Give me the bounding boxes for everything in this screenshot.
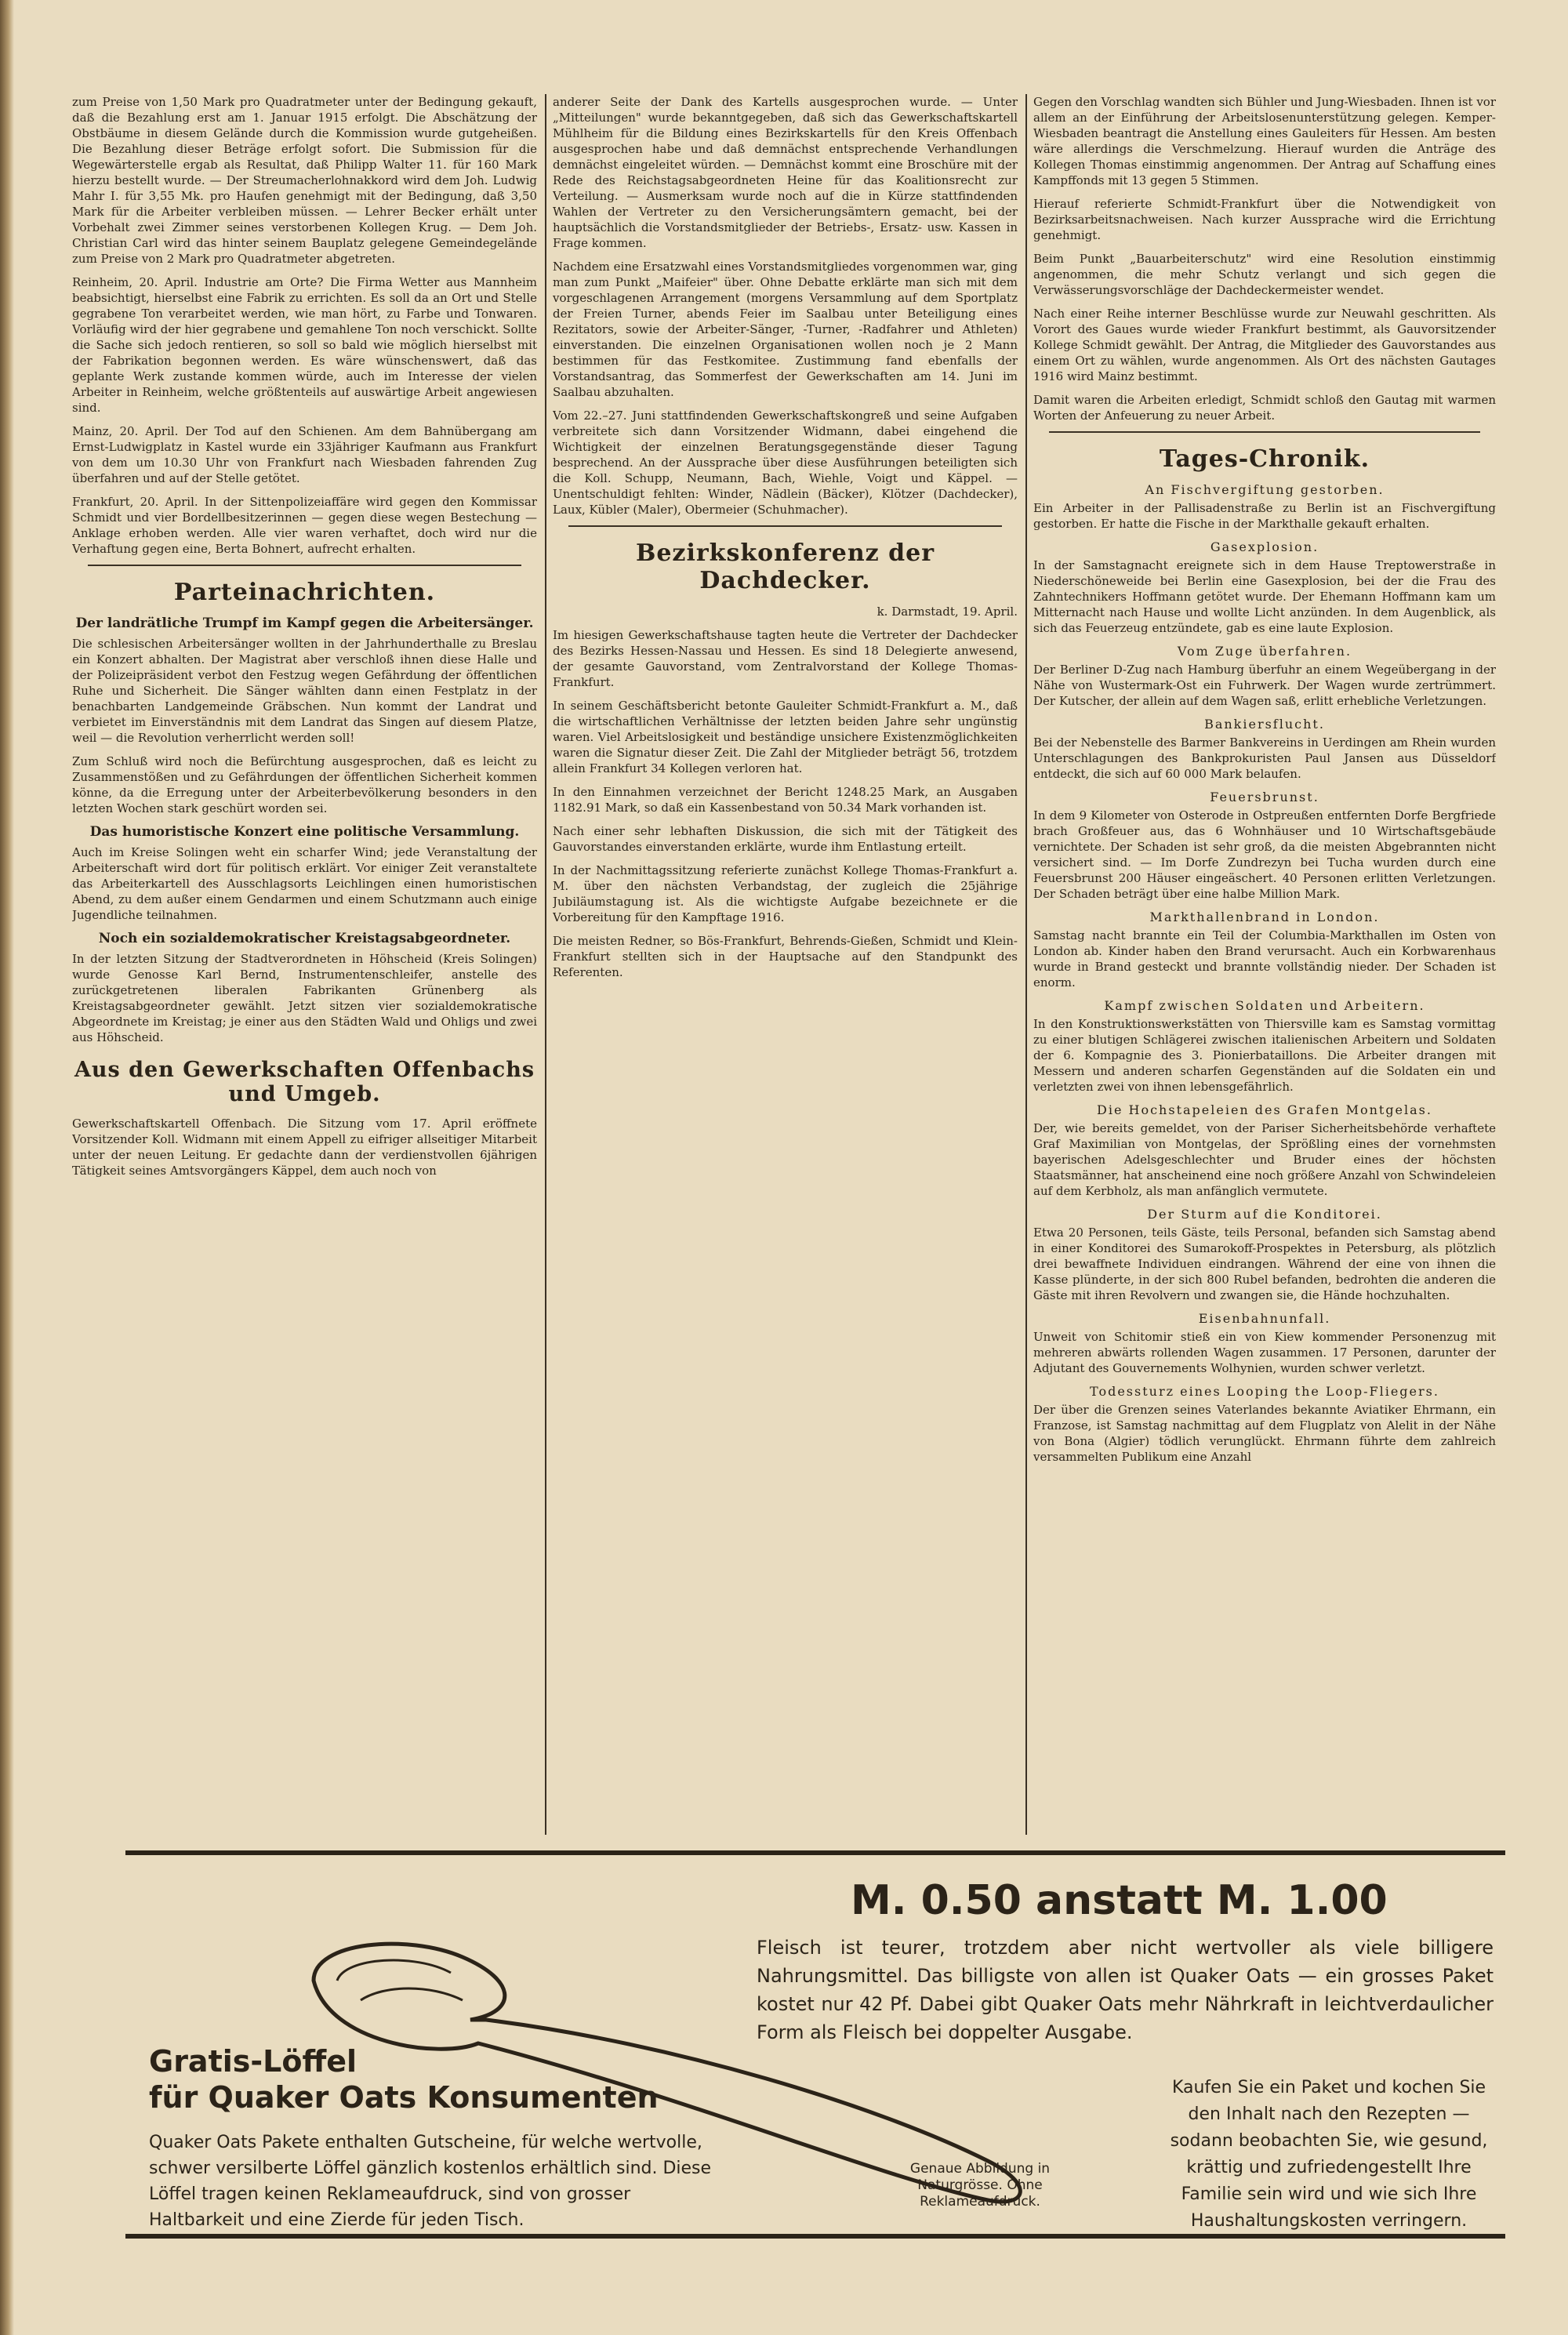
news-item-title: Bankiersflucht. (1204, 717, 1325, 732)
divider (1049, 431, 1480, 433)
divider (88, 565, 521, 566)
column-2 (553, 94, 1018, 1835)
article-text: Hierauf referierte Schmidt-Frankfurt über die Notwendigkeit von Bezirksarbeitsnachweisen. Nach kurzer Aussprache wird die Errichtung genehmigt. (1033, 197, 1496, 242)
article-text: Die meisten Redner, so Bös-Frankfurt, Behrends-Gießen, Schmidt und Klein-Frankfurt stellten sich in der Hauptsache auf den Standpunkt des Referenten. (553, 934, 1018, 979)
page-binding-edge (0, 0, 14, 2335)
article-text: Auch im Kreise Solingen weht ein scharfer Wind; jede Veranstaltung der Arbeiterschaft wird dort für politisch erklärt. Vor einiger Zeit veranstaltete das Arbeiterkartell des Ausschlagsorts Leichlingen einen humoristischen Abend, zu dem außer einem Gendarmen und einem Schutzmann auch einige Jugendliche teilnahmen. (72, 845, 537, 922)
ad-price-headline: M. 0.50 anstatt M. 1.00 (851, 1877, 1388, 1924)
article-text: zum Preise von 1,50 Mark pro Quadratmeter unter der Bedingung gekauft, daß die Bezahlung erst am 1. Januar 1915 erfolgt. Die Abschätzung der Obstbäume in diesem Gelände durch die Kommission wurde gutgeheißen. Die Bezahlung dieser Beträge erfolgt sofort. Die Submission für die Wegewärterstelle ergab als Resultat, daß Philipp Walter 11. für 160 Mark hierzu bestellt wurde. — Der Streumacherlohnakkord wird dem Joh. Ludwig Mahr I. für 3,55 Mk. pro Haufen genehmigt mit der Bedingung, daß 3,50 Mark für die Arbeiter verbleiben müssen. — Lehrer Becker erhält unter Vorbehalt zwei Zimmer seines verstorbenen Kollegen Krug. — Dem Joh. Christian Carl wird das hinter seinem Bauplatz gelegene Gemeindegelände zum Preise von 2 Mark pro Quadratmeter abgetreten. (72, 95, 537, 266)
section-heading: Parteinachrichten. (173, 579, 436, 606)
news-item-title: Eisenbahnunfall. (1198, 1311, 1331, 1326)
article-text: Nach einer Reihe interner Beschlüsse wurde zur Neuwahl geschritten. Als Vorort des Gaues wurde wieder Frankfurt bestimmt, als Gauvorsitzender Kollege Schmidt gewählt. Der Antrag, die Mitglieder des Gauvorstandes aus einem Ort zu wählen, wurde angenommen. Als Ort des nächsten Gautages 1916 wird Mainz bestimmt. (1033, 307, 1496, 383)
article-text: In seinem Geschäftsbericht betonte Gauleiter Schmidt-Frankfurt a. M., daß die wirtschaftlichen Verhältnisse der letzten beiden Jahre sehr ungünstig waren. Viel Arbeitslosigkeit und beständige unsichere Existenzmöglichkeiten waren die Signatur dieser Zeit. Die Zahl der Mitglieder beträgt 56, trotzdem allein Frankfurt 34 Kollegen verloren hat. (553, 699, 1018, 775)
column-rule (1025, 94, 1027, 1835)
column-rule (545, 94, 546, 1835)
news-item-title: Kampf zwischen Soldaten und Arbeitern. (1104, 998, 1425, 1013)
ad-intro-text: Fleisch ist teurer, trotzdem aber nicht wertvoller als viele billigere Nahrungsmittel. Das billigste von allen ist Quaker Oats — ein grosses Paket kostet nur 42 Pf. Dabei gibt Quaker Oats mehr Nährkraft in leichtverdaulicher Form als Fleisch bei doppelter Ausgabe. (757, 1937, 1494, 2043)
section-heading: Tages-Chronik. (1159, 445, 1370, 473)
ad-gratis-line1: Gratis-Löffel (149, 2044, 358, 2079)
news-item-text: Der Berliner D-Zug nach Hamburg überfuhr an einem Wegeübergang in der Nähe von Wustermark-Ost ein Fuhrwerk. Der Wagen wurde zertrümmert. Der Kutscher, der allein auf dem Wagen saß, erlitt erhebliche Verletzungen. (1033, 663, 1496, 708)
article-text: Mainz, 20. April. Der Tod auf den Schienen. Am dem Bahnübergang am Ernst-Ludwigplatz in Kastel wurde ein 33jähriger Kaufmann aus Frankfurt von dem um 10.30 Uhr von Frankfurt nach Wiesbaden fahrenden Zug überfahren und auf der Stelle getötet. (72, 424, 537, 485)
article-text: anderer Seite der Dank des Kartells ausgesprochen wurde. — Unter „Mitteilungen" wurde bekanntgegeben, daß sich das Gewerkschaftskartell Mühlheim für die Bildung eines Bezirkskartells für den Kreis Offenbach ausgesprochen habe und daß demnächst entsprechende Verhandlungen demnächst eingeleitet würden. — Demnächst kommt eine Broschüre mit der Rede des Reichstagsabgeordneten Heine für das Koalitionsrecht zur Verteilung. — Ausmerksam wurde noch auf die in Kürze stattfindenden Wahlen der Vertreter zu den Versicherungsämtern gemacht, bei der hauptsächlich die Vorstandsmitglieder der Betriebs-, Ersatz- usw. Kassen in Frage kommen. (553, 95, 1018, 250)
article-text: Reinheim, 20. April. Industrie am Orte? Die Firma Wetter aus Mannheim beabsichtigt, hierselbst eine Fabrik zu errichten. Es soll da an Ort und Stelle gegrabene Ton verarbeitet werden, wie man hört, zu Farbe und Tonwaren. Vorläufig wird der hier gegrabene und gemahlene Ton noch verschickt. Sollte die Sache sich jedoch rentieren, so soll so bald wie möglich hierselbst mit der Fabrikation begonnen werden. Es wäre wünschenswert, daß das geplante Werk zustande kommen würde, auch im Interesse der vielen Arbeiter in Reinheim, welche größtenteils auf auswärtige Arbeit angewiesen sind. (72, 275, 537, 415)
subheading: Noch ein sozialdemokratischer Kreistagsabgeordneter. (98, 931, 511, 946)
news-item-title: Todessturz eines Looping the Loop-Fliegers. (1090, 1384, 1439, 1399)
quaker-oats-advertisement (125, 1850, 1505, 2239)
section-heading: Bezirkskonferenz der Dachdecker. (635, 539, 935, 594)
ad-illustration-caption: Genaue Abbildung in Naturgrösse. Ohne Reklameaufdruck. (909, 2161, 1051, 2210)
article-text: Damit waren die Arbeiten erledigt, Schmidt schloß den Gautag mit warmen Worten der Anfeuerung zu neuer Arbeit. (1033, 393, 1496, 423)
news-item-text: Samstag nacht brannte ein Teil der Columbia-Markthallen im Osten von London ab. Kinder haben den Brand verursacht. Auch ein Korbwarenhaus wurde in Brand gesteckt und brannte vollständig nieder. Der Schaden ist enorm. (1033, 928, 1496, 990)
news-item-text: In dem 9 Kilometer von Osterode in Ostpreußen entfernten Dorfe Bergfriede brach Großfeuer aus, das 6 Wohnhäuser und 10 Wirtschaftsgebäude vernichtete. Der Schaden ist sehr groß, da die meisten Abgebrannten nicht versichert sind. — Im Dorfe Zundrezyn bei Tucha wurden durch eine Feuersbrunst 200 Häuser eingeäschert. 40 Personen erlitten Verletzungen. Der Schaden beträgt über eine halbe Million Mark. (1033, 808, 1496, 901)
article-text: Nachdem eine Ersatzwahl eines Vorstandsmitgliedes vorgenommen war, ging man zum Punkt „Maifeier" über. Ohne Debatte erklärte man sich mit dem vorgeschlagenen Arrangement (morgens Versammlung auf dem Sportplatz der Freien Turner, abends Feier im Saalbau unter Beteiligung eines Rezitators, sowie der Arbeiter-Sänger, -Turner, -Radfahrer und Athleten) einverstanden. Die einzelnen Organisationen wollen noch je 2 Mann bestimmen für das Festkomitee. Zustimmung fand ebenfalls der Vorstandsantrag, das Sommerfest der Gewerkschaften am 14. Juni im Saalbau abzuhalten. (553, 260, 1018, 399)
news-item-title: An Fischvergiftung gestorben. (1145, 482, 1385, 497)
news-item-title: Feuersbrunst. (1210, 790, 1319, 804)
article-text: Die schlesischen Arbeitersänger wollten in der Jahrhunderthalle zu Breslau ein Konzert abhalten. Der Magistrat aber verschloß ihnen diese Halle und der Polizeipräsident verbot den Festzug wegen Gefährdung der öffentlichen Ruhe und Sicherheit. Die Sänger wählten dann einen Festplatz in der benachbarten Landgemeinde Gräbschen. Nun kommt der Landrat und verbietet im Einverständnis mit dem Landrat das Singen auf diesem Platze, weil — die Revolution verherrlicht werden soll! (72, 637, 537, 745)
subheading: Das humoristische Konzert eine politische Versammlung. (89, 824, 520, 840)
news-item-title: Die Hochstapeleien des Grafen Montgelas. (1097, 1102, 1432, 1117)
divider (568, 525, 1002, 527)
ad-gratis-heading (149, 2043, 698, 2115)
article-text: Nach einer sehr lebhaften Diskussion, die sich mit der Tätigkeit des Gauvorstandes einverstanden erklärte, wurde ihm Entlastung erteilt. (553, 824, 1018, 854)
news-item-text: Etwa 20 Personen, teils Gäste, teils Personal, befanden sich Samstag abend in einer Konditorei des Sumarokoff-Prospektes in Petersburg, als plötzlich drei bewaffnete Individuen eindrangen. Während der eine von ihnen die Kasse plünderte, in der sich 800 Rubel befanden, bedrohten die anderen die Gäste mit ihren Revolvern und zwangen sie, die Hände hochzuhalten. (1033, 1226, 1496, 1302)
dateline: k. Darmstadt, 19. April. (877, 605, 1018, 619)
ad-gratis-line2: für Quaker Oats Konsumenten (149, 2080, 659, 2115)
ad-cooking-text: Kaufen Sie ein Paket und kochen Sie den Inhalt nach den Rezepten — sodann beobachten Sie, wie gesund, krättig und zufriedengestellt Ihre Familie sein wird und wie sich Ihre Haushaltungskosten verringern. (1170, 2078, 1488, 2231)
article-text: Gewerkschaftskartell Offenbach. Die Sitzung vom 17. April eröffnete Vorsitzender Koll. Widmann mit einem Appell zu eifriger allseitiger Mitarbeit unter der neuen Leitung. Er gedachte dann der verdienstvollen 6jährigen Tätigkeit seines Amtsvorgängers Käppel, dem auch noch von (72, 1117, 537, 1178)
news-item-text: Der über die Grenzen seines Vaterlandes bekannte Aviatiker Ehrmann, ein Franzose, ist Samstag nachmittag auf dem Flugplatz von Alelit in der Nähe von Bona (Algier) tödlich verunglückt. Ehrmann führte dem zahlreich versammelten Publikum eine Anzahl (1033, 1403, 1496, 1464)
subheading: Der landrätliche Trumpf im Kampf gegen die Arbeitersänger. (75, 616, 534, 631)
news-item-title: Der Sturm auf die Konditorei. (1147, 1207, 1382, 1222)
article-text: Beim Punkt „Bauarbeiterschutz" wird eine Resolution einstimmig angenommen, die mehr Schutz verlangt und sich gegen die Verwässerungsvorschläge der Dachdeckermeister wendet. (1033, 252, 1496, 297)
article-text: Gegen den Vorschlag wandten sich Bühler und Jung-Wiesbaden. Ihnen ist vor allem an der Einführung der Arbeitslosenunterstützung gelegen. Kemper-Wiesbaden beantragt die Anstellung eines Gauleiters für Hessen. Am besten wäre allerdings die Verschmelzung. Hierauf wurden die Anträge des Kollegen Thomas einstimmig angenommen. Der Antrag auf Schaffung eines Kampffonds mit 13 gegen 5 Stimmen. (1033, 95, 1496, 187)
section-heading: Aus den Gewerkschaften Offenbachs und Umgeb. (74, 1058, 535, 1106)
column-3 (1033, 94, 1496, 1768)
column-1 (72, 94, 537, 1835)
article-text: In der letzten Sitzung der Stadtverordneten in Höhscheid (Kreis Solingen) wurde Genosse Karl Bernd, Instrumentenschleifer, anstelle des zurückgetretenen liberalen Fabrikanten Grünenberg als Kreistagsabgeordneter gewählt. Jetzt sitzen vier sozialdemokratische Abgeordnete im Kreistag; je einer aus den Städten Wald und Ohligs und zwei aus Höhscheid. (72, 952, 537, 1044)
article-text: Vom 22.–27. Juni stattfindenden Gewerkschaftskongreß und seine Aufgaben verbreitete sich dann Vorsitzender Widmann, dabei eingehend die Wichtigkeit der einzelnen Beratungsgegenstände dieser Tagung besprechend. An der Aussprache über diese Ausführungen beteiligten sich die Koll. Schupp, Neumann, Bach, Wiehle, Voigt und Käppel. — Unentschuldigt fehlten: Winder, Nädlein (Bäcker), Klötzer (Dachdecker), Laux, Kübler (Maler), Obermeier (Schuhmacher). (553, 409, 1018, 517)
news-item-text: In den Konstruktionswerkstätten von Thiersville kam es Samstag vormittag zu einer blutigen Schlägerei zwischen italienischen Arbeitern und Soldaten der 6. Kompagnie des 3. Pionierbataillons. Die Arbeiter drangen mit Messern und anderen scharfen Gegenständen auf die Soldaten ein und verletzten zwei von ihnen lebensgefährlich. (1033, 1017, 1496, 1094)
news-item-title: Vom Zuge überfahren. (1177, 644, 1352, 659)
article-text: Zum Schluß wird noch die Befürchtung ausgesprochen, daß es leicht zu Zusammenstößen und zu Gefährdungen der öffentlichen Sicherheit kommen könne, da die Erregung unter der Arbeiterbevölkerung besonders in den letzten Wochen stark geschürt worden sei. (72, 754, 537, 815)
news-item-text: Bei der Nebenstelle des Barmer Bankvereins in Uerdingen am Rhein wurden Unterschlagungen des Bankprokuristen Paul Jansen aus Düsseldorf entdeckt, die sich auf 60 000 Mark belaufen. (1033, 735, 1496, 781)
ad-coupon-text: Quaker Oats Pakete enthalten Gutscheine, für welche wertvolle, schwer versilberte Löffel gänzlich kostenlos erhältlich sind. Diese Löffel tragen keinen Reklameaufdruck, sind von grosser Haltbarkeit und eine Zierde für jeden Tisch. (149, 2133, 712, 2230)
article-text: In den Einnahmen verzeichnet der Bericht 1248.25 Mark, an Ausgaben 1182.91 Mark, so daß ein Kassenbestand von 50.34 Mark vorhanden ist. (553, 785, 1018, 815)
article-text: In der Nachmittagssitzung referierte zunächst Kollege Thomas-Frankfurt a. M. über den nächsten Verbandstag, der zugleich die 25jährige Jubiläumstagung ist. Als die wichtigste Aufgabe bezeichnete er die Vorbereitung für den Kampftage 1916. (553, 863, 1018, 924)
news-item-text: Unweit von Schitomir stieß ein von Kiew kommender Personenzug mit mehreren abwärts rollenden Wagen zusammen. 17 Personen, darunter der Adjutant des Gouvernements Wolhynien, wurden schwer verletzt. (1033, 1330, 1496, 1375)
article-text: Im hiesigen Gewerkschaftshause tagten heute die Vertreter der Dachdecker des Bezirks Hessen-Nassau und Hessen. Es sind 18 Delegierte anwesend, der gesamte Gauvorstand, vom Zentralvorstand der Kollege Thomas-Frankfurt. (553, 628, 1018, 689)
news-item-text: In der Samstagnacht ereignete sich in dem Hause Treptowerstraße in Niederschöneweide bei Berlin eine Gasexplosion, bei der die Frau des Zahntechnikers Hoffmann getötet wurde. Der Ehemann Hoffmann kam um Mitternacht nach Hause und wollte Licht anzünden. In dem Augenblick, als sich das Feuerzeug entzündete, gab es eine laute Explosion. (1033, 558, 1496, 635)
news-item-title: Gasexplosion. (1210, 539, 1319, 554)
article-text: Frankfurt, 20. April. In der Sittenpolizeiaffäre wird gegen den Kommissar Schmidt und vier Bordellbesitzerinnen — gegen diese wegen Bestechung — Anklage erhoben werden. Alle vier waren verhaftet, doch wird nur die Verhaftung gegen eine, Berta Bohnert, aufrecht erhalten. (72, 495, 537, 556)
news-item-title: Markthallenbrand in London. (1149, 910, 1380, 924)
news-item-text: Ein Arbeiter in der Pallisadenstraße zu Berlin ist an Fischvergiftung gestorben. Er hatte die Fische in der Markthalle gekauft erhalten. (1033, 501, 1496, 531)
news-item-text: Der, wie bereits gemeldet, von der Pariser Sicherheitsbehörde verhaftete Graf Maximilian von Montgelas, der Sprößling eines der vornehmsten bayerischen Adelsgeschlechter und Bruder eines der höchsten Staatsmänner, hat anscheinend eine noch größere Anzahl von Schwindeleien auf dem Kerbholz, als man anfänglich vermutete. (1033, 1121, 1496, 1198)
